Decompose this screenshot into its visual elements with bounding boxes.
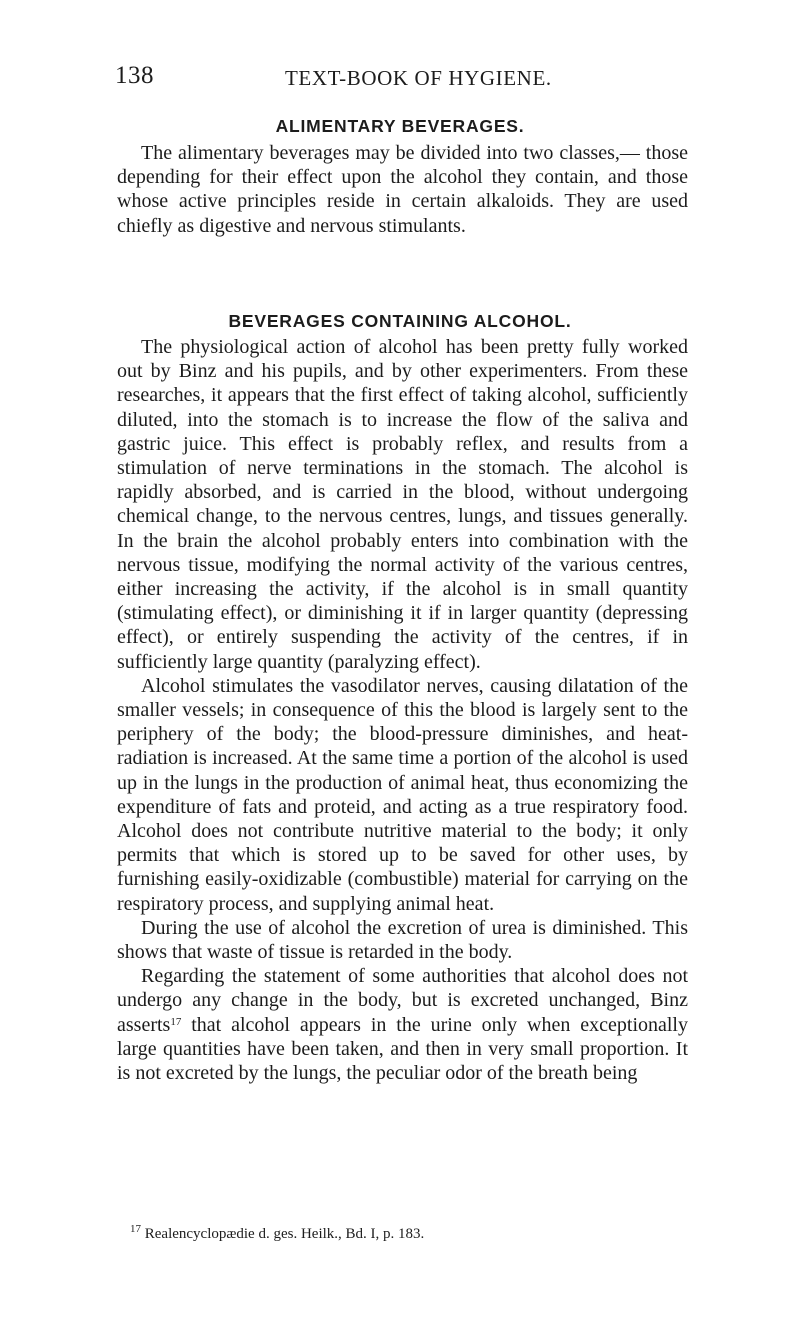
section-heading-beverages-containing-alcohol: BEVERAGES CONTAINING ALCOHOL. bbox=[228, 311, 572, 331]
footnote-reference: 17 bbox=[170, 1015, 182, 1028]
running-head bbox=[105, 62, 695, 98]
body-text-block bbox=[117, 335, 688, 1085]
body-paragraph bbox=[117, 964, 688, 1085]
intro-paragraph: The alimentary beverages may be divided into two classes,— those depending for their effect upon the alcohol they contain, and those whose active principles reside in certain alkaloids. They are used chiefly as digestive and nervous stimulants. bbox=[117, 142, 688, 237]
body-paragraph: The physiological action of alcohol has been pretty fully worked out by Binz and his pupils, and by other experimenters. From these researches, it appears that the first effect of taking alcohol, sufficiently diluted, into the stomach is to increase the flow of the saliva and gastric juice. This effect is probably reflex, and results from a stimulation of nerve terminations in the stomach. The alcohol is rapidly absorbed, and is carried in the blood, without undergoing chemical change, to the nervous centres, lungs, and tissues generally. In the brain the alcohol probably enters into combination with the nervous tissue, modifying the normal activity of the various centres, either increasing the activity, if the alcohol is in small quantity (stimulating effect), or diminishing it if in larger quantity (depressing effect), or entirely suspending the activity of the centres, if in sufficiently large quantity (paralyzing effect). bbox=[117, 336, 688, 673]
section-heading-alimentary-beverages: ALIMENTARY BEVERAGES. bbox=[275, 116, 525, 136]
body-paragraph: Alcohol stimulates the vasodilator nerves, causing dilatation of the smaller vessels; in consequence of this the blood is largely sent to the periphery of the body; the blood-pressure diminishes, and heat-radiation is increased. At the same time a portion of the alcohol is used up in the lungs in the production of animal heat, thus economizing the expenditure of fats and proteid, and acting as a true respiratory food. Alcohol does not contribute nutritive material to the body; it only permits that which is stored up to be saved for other uses, by furnishing easily-oxidizable (combustible) material for carrying on the respiratory process, and supplying animal heat. bbox=[117, 674, 688, 915]
footnote bbox=[130, 1223, 690, 1243]
body-paragraph: During the use of alcohol the excretion of urea is diminished. This shows that waste of tissue is retarded in the body. bbox=[117, 916, 688, 964]
intro-text-block bbox=[117, 141, 688, 238]
running-title: TEXT-BOOK OF HYGIENE. bbox=[285, 66, 552, 90]
page-number: 138 bbox=[115, 62, 154, 89]
footnote-text: Realencyclopædie d. ges. Heilk., Bd. I, p. 183. bbox=[141, 1226, 425, 1242]
body-paragraph-text: Regarding the statement of some authorities that alcohol does not undergo any change in the body, but is excreted unchanged, Binz asserts bbox=[117, 965, 688, 1036]
body-paragraph-text: that alcohol appears in the urine only when exceptionally large quantities have been taken, and then in very small proportion. It is not excreted by the lungs, the peculiar odor of the breath being bbox=[117, 1013, 688, 1085]
footnote-marker: 17 bbox=[130, 1223, 141, 1235]
